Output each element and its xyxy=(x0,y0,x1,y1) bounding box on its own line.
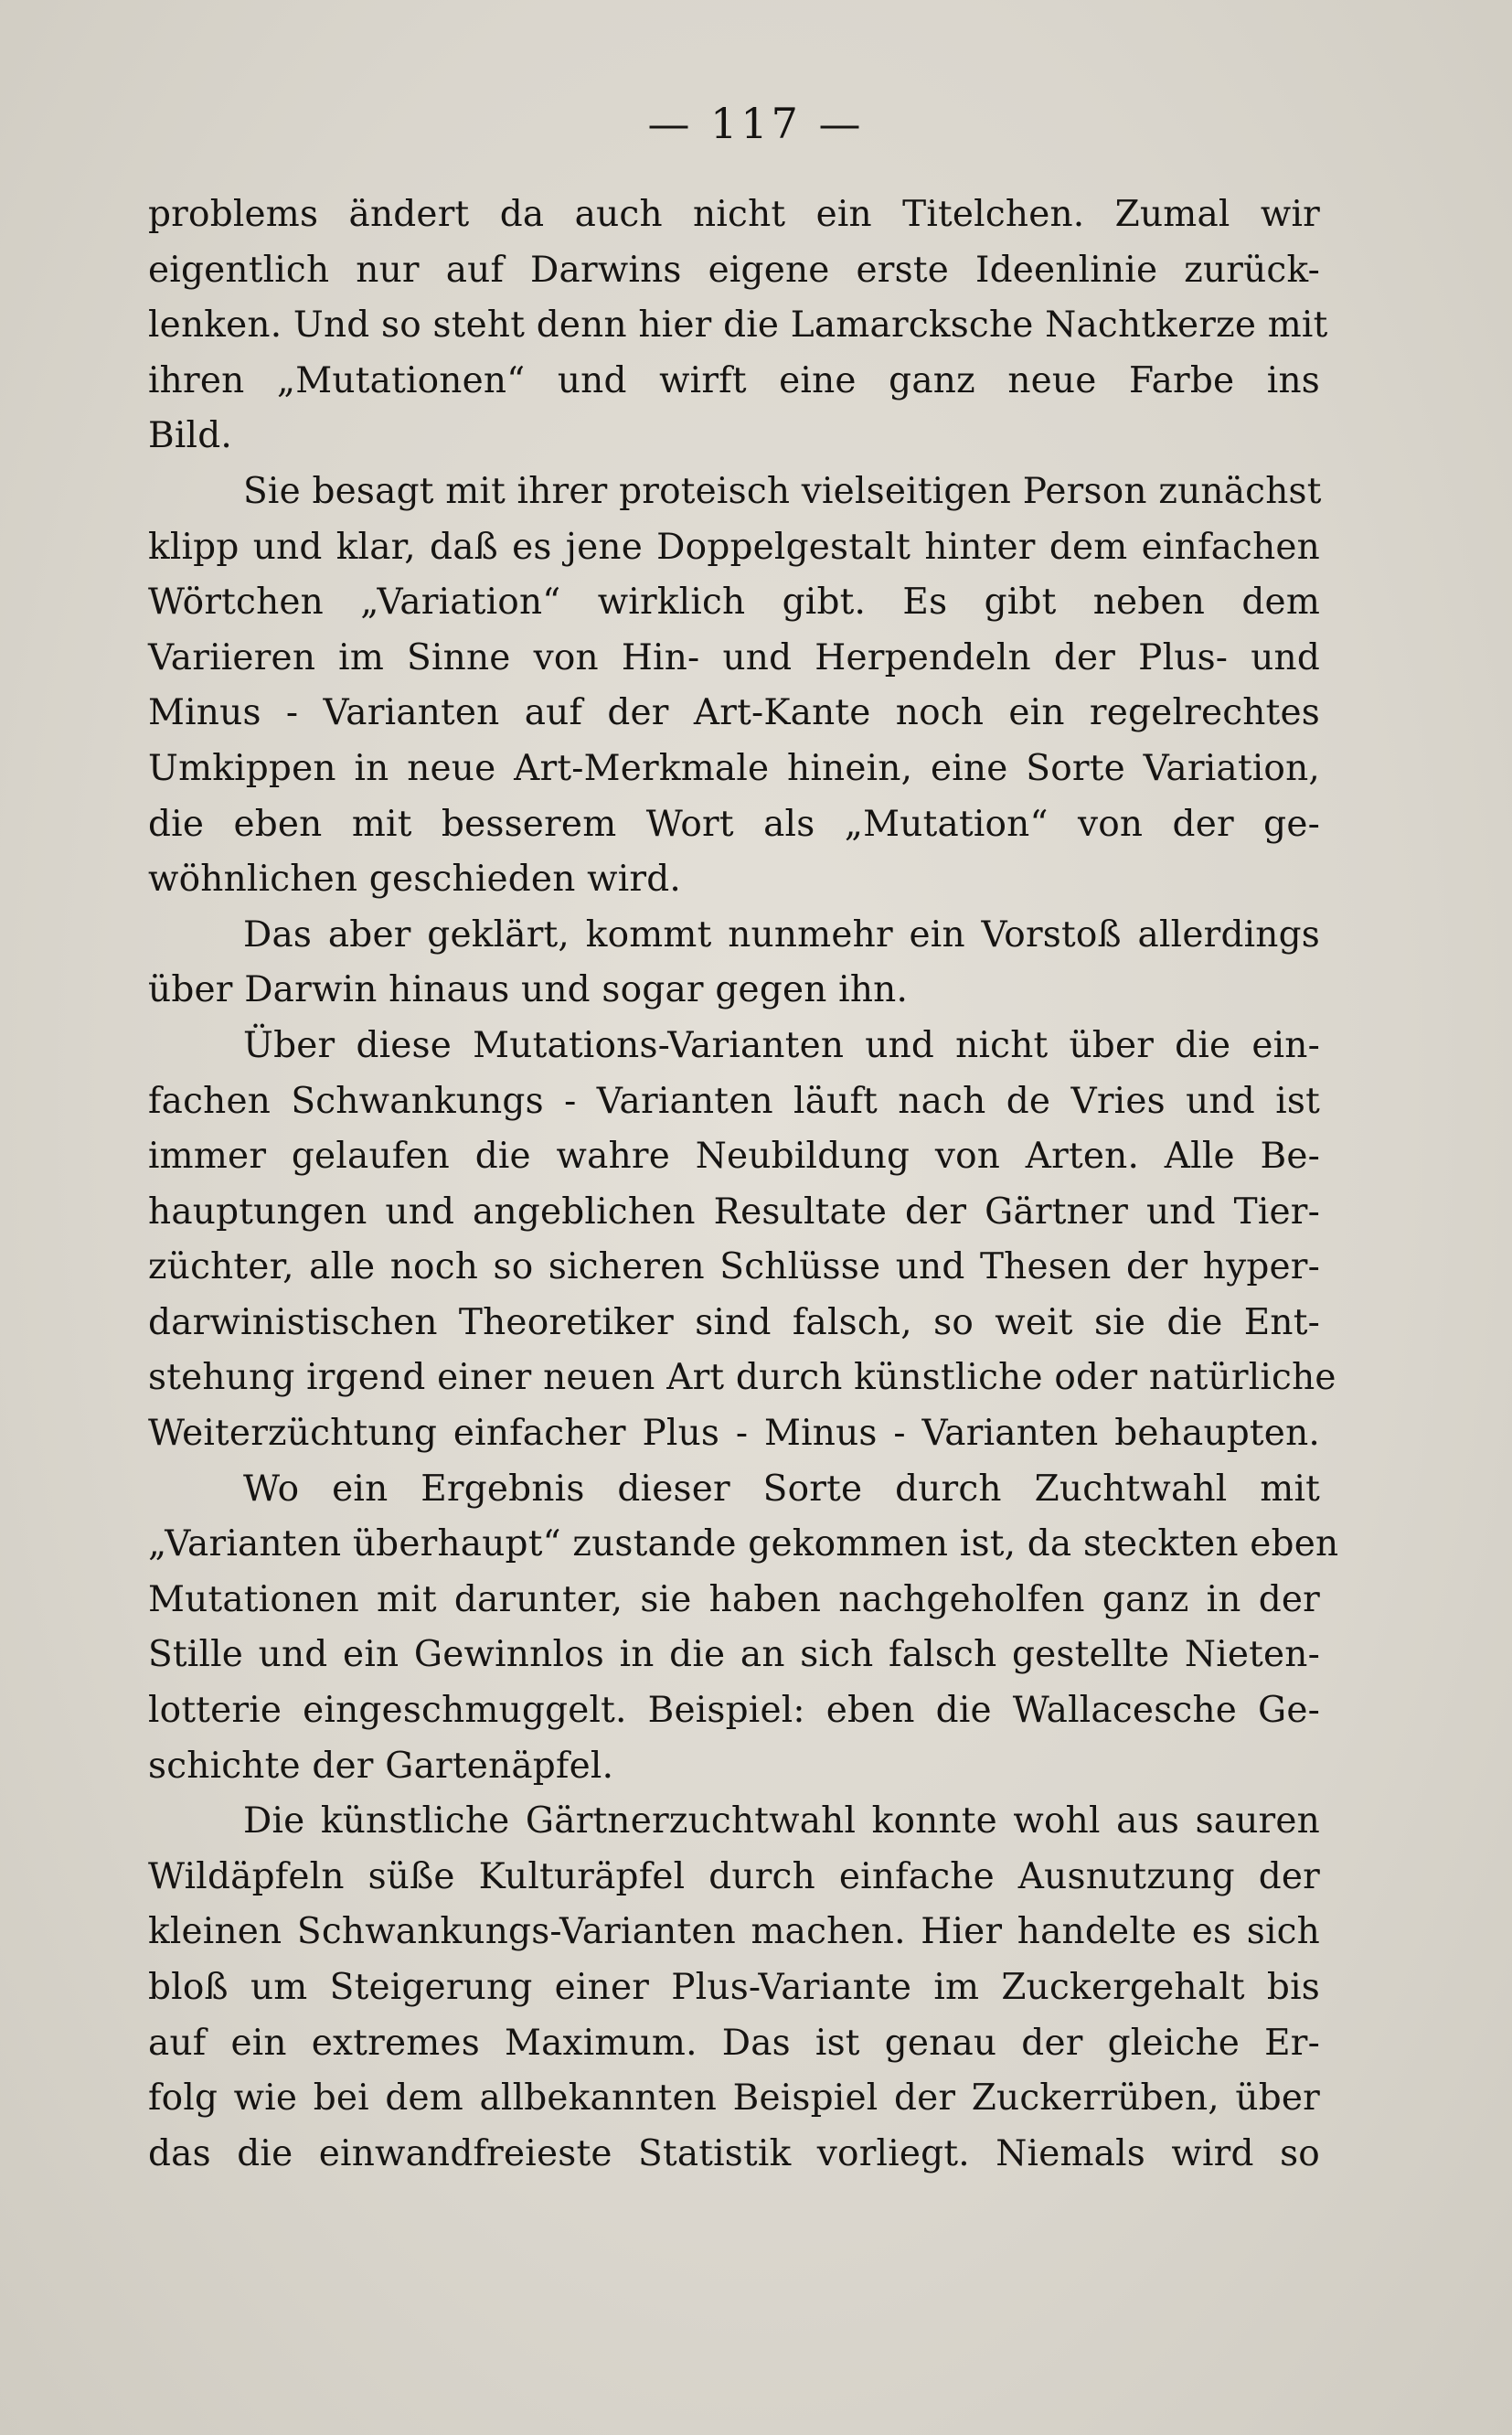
text-line: Die künstliche Gärtnerzuchtwahl konnte wohl aus sauren xyxy=(243,1800,1320,1842)
text-line: eigentlich nur auf Darwins eigene erste Ideenlinie zurück- xyxy=(148,249,1320,291)
text-line: die eben mit besserem Wort als „Mutation“ von der ge- xyxy=(148,803,1320,845)
text-line: hauptungen und angeblichen Resultate der Gärtner und Tier- xyxy=(148,1191,1320,1233)
text-line: Wörtchen „Variation“ wirklich gibt. Es gibt neben dem xyxy=(148,582,1320,624)
text-line: Wildäpfeln süße Kulturäpfel durch einfache Ausnutzung der xyxy=(148,1855,1320,1897)
text-line: Über diese Mutations-Varianten und nicht über die ein- xyxy=(243,1024,1320,1066)
text-line: bloß um Steigerung einer Plus-Variante im Zuckergehalt bis xyxy=(148,1967,1320,2008)
text-line: Umkippen in neue Art-Merkmale hinein, eine Sorte Variation, xyxy=(148,747,1320,789)
text-line: über Darwin hinaus und sogar gegen ihn. xyxy=(148,969,909,1011)
text-line: „Varianten überhaupt“ zustande gekommen ist, da steckten eben xyxy=(148,1523,1339,1565)
text-line: Bild. xyxy=(148,415,232,457)
text-line: Mutationen mit darunter, sie haben nachgeholfen ganz in der xyxy=(148,1578,1320,1620)
text-line: kleinen Schwankungs-Varianten machen. Hier handelte es sich xyxy=(148,1911,1320,1953)
text-line: auf ein extremes Maximum. Das ist genau der gleiche Er- xyxy=(148,2022,1320,2064)
text-line: Das aber geklärt, kommt nunmehr ein Vorstoß allerdings xyxy=(243,913,1320,956)
text-line: fachen Schwankungs - Varianten läuft nach de Vries und ist xyxy=(148,1080,1320,1122)
text-line: Variieren im Sinne von Hin- und Herpendeln der Plus- und xyxy=(148,636,1320,678)
text-line: Sie besagt mit ihrer proteisch vielseitigen Person zunächst xyxy=(243,470,1322,512)
text-line: ihren „Mutationen“ und wirft eine ganz neue Farbe ins xyxy=(148,359,1320,401)
text-line: wöhnlichen geschieden wird. xyxy=(148,859,681,901)
text-line: problems ändert da auch nicht ein Titelchen. Zumal wir xyxy=(148,194,1320,235)
text-line: schichte der Gartenäpfel. xyxy=(148,1745,614,1787)
text-line: das die einwandfreieste Statistik vorliegt. Niemals wird so xyxy=(148,2132,1320,2174)
text-line: folg wie bei dem allbekannten Beispiel der Zuckerrüben, über xyxy=(148,2077,1320,2120)
text-line: Weiterzüchtung einfacher Plus - Minus - Varianten behaupten. xyxy=(148,1413,1320,1455)
text-line: stehung irgend einer neuen Art durch künstliche oder natürliche xyxy=(148,1357,1336,1399)
text-line: klipp und klar, daß es jene Doppelgestalt hinter dem einfachen xyxy=(148,526,1320,568)
text-line: züchter, alle noch so sicheren Schlüsse und Thesen der hyper- xyxy=(148,1246,1320,1288)
body-text xyxy=(148,187,1339,2182)
text-line: immer gelaufen die wahre Neubildung von Arten. Alle Be- xyxy=(148,1136,1320,1178)
text-line: Wo ein Ergebnis dieser Sorte durch Zuchtwahl mit xyxy=(243,1468,1320,1510)
text-line: lotterie eingeschmuggelt. Beispiel: eben die Wallacesche Ge- xyxy=(148,1690,1320,1732)
text-line: Minus - Varianten auf der Art-Kante noch ein regelrechtes xyxy=(148,692,1320,734)
text-line: lenken. Und so steht denn hier die Lamarcksche Nachtkerze mit xyxy=(148,304,1328,347)
page-number: — 117 — xyxy=(647,99,865,148)
text-line: Stille und ein Gewinnlos in die an sich falsch gestellte Nieten- xyxy=(148,1634,1320,1676)
text-line: darwinistischen Theoretiker sind falsch, so weit sie die Ent- xyxy=(148,1301,1320,1343)
